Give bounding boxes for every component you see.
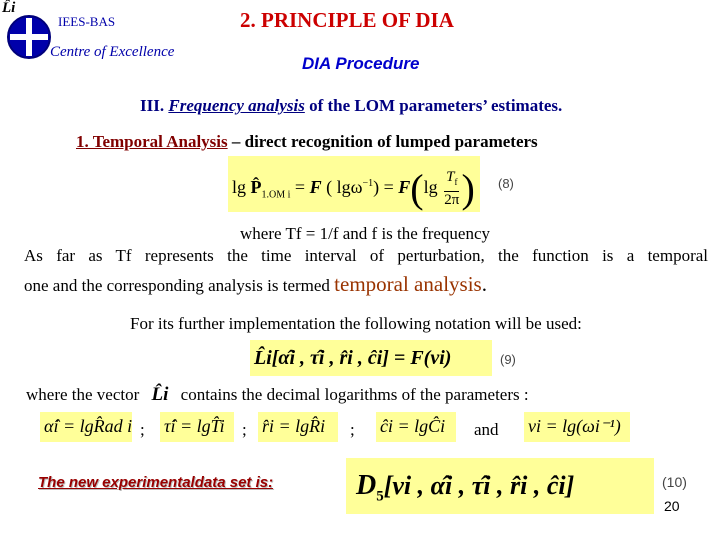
logo-tagline: Centre of Excellence bbox=[50, 44, 175, 60]
page-title: 2. PRINCIPLE OF DIA bbox=[240, 8, 454, 32]
temporal-heading bbox=[76, 132, 538, 152]
new-data-label: The new experimentaldata set is: bbox=[38, 474, 274, 491]
equation-10: $D_5[\nu i$ , α̂i , τ̂i , r̂i , ĉi] bbox=[356, 470, 575, 505]
logo-emblem-icon bbox=[6, 14, 52, 60]
page-number: 20 bbox=[664, 498, 680, 514]
separator-and: and bbox=[474, 420, 499, 439]
paragraph-line-1: As far as Tf represents the time interval of perturbation, the function is a temporal bbox=[24, 246, 708, 265]
section-rest: of the LOM parameters’ estimates. bbox=[304, 96, 563, 115]
equation-8: $\lg P̂_{1.OM i} = F$ ( lgω$^{-1}$) = F(lg $\frac{T_f}{2\pi}$ ) bbox=[232, 165, 475, 211]
logo-org-name: IEES-BAS bbox=[58, 14, 116, 29]
notation-intro: For its further implementation the following notation will be used: bbox=[130, 314, 582, 333]
corner-symbol: L̂i bbox=[2, 0, 16, 16]
def-nu: νi = lg(ωi⁻¹) bbox=[528, 416, 621, 436]
def-tau: τ̂i = lgT̂i bbox=[164, 416, 225, 436]
separator-1: ; bbox=[140, 420, 145, 439]
paragraph-line-2-start: one and the corresponding analysis is termed bbox=[24, 276, 335, 295]
section-heading bbox=[140, 96, 562, 116]
paragraph-line-2-end: . bbox=[481, 272, 487, 296]
where-vector-text bbox=[26, 384, 529, 406]
def-r: r̂i = lgR̂i bbox=[262, 416, 326, 436]
page-subtitle: DIA Procedure bbox=[302, 54, 420, 73]
section-emph: Frequency analysis bbox=[168, 96, 305, 115]
temporal-analysis-highlight: temporal analysis bbox=[334, 272, 482, 296]
where-vector-start: where the vector bbox=[26, 385, 140, 404]
equation-9-number: (9) bbox=[500, 352, 516, 367]
equation-9: L̂i[α̂i , τ̂i , r̂i , ĉi] = F(νi) bbox=[254, 347, 452, 369]
where-vector-end: contains the decimal logarithms of the parameters : bbox=[180, 385, 529, 404]
separator-2: ; bbox=[242, 420, 247, 439]
def-alpha: α̂i = lgR̂ad i bbox=[44, 416, 133, 436]
vector-symbol: L̂i bbox=[151, 384, 169, 405]
section-numeral: III. bbox=[140, 96, 165, 115]
paragraph-line-2 bbox=[24, 272, 487, 297]
separator-3: ; bbox=[350, 420, 355, 439]
where-tf-text: where Tf = 1/f and f is the frequency bbox=[240, 224, 491, 243]
temporal-rest: – direct recognition of lumped parameters bbox=[227, 132, 538, 151]
logo bbox=[6, 14, 52, 60]
equation-10-number: (10) bbox=[662, 474, 687, 490]
def-c: ĉi = lgĈi bbox=[380, 416, 446, 436]
temporal-label: 1. Temporal Analysis bbox=[76, 132, 228, 151]
equation-8-number: (8) bbox=[498, 176, 514, 191]
